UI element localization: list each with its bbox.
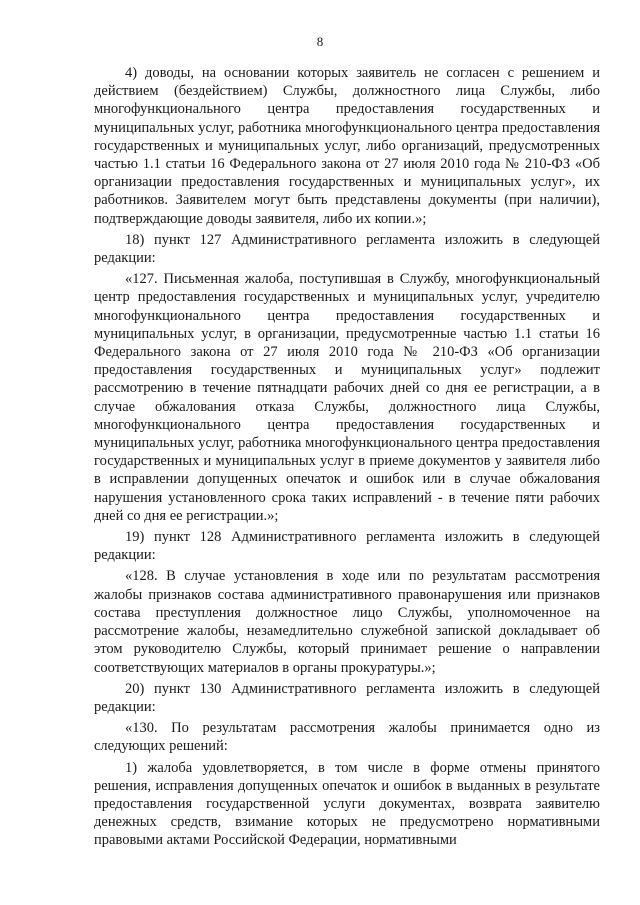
- paragraph-item-4-arguments: 4) доводы, на основании которых заявитель не согласен с решением и действием (бездействием) Службы, должностного лица Службы, либо многофункционального центра предоставления государственных и муниципальных услуг, работника многофункционального центра предоставления государственных и муниципальных услуг, либо организаций, предусмотренных частью 1.1 статьи 16 Федерального закона от 27 июля 2010 года № 210-ФЗ «Об организации предоставления государственных и муниципальных услуг», их работников. Заявителем могут быть представлены документы (при наличии), подтверждающие доводы заявителя, либо их копии.»;: [94, 65, 600, 227]
- paragraph-amendment-18: 18) пункт 127 Административного регламента изложить в следующей редакции:: [94, 231, 600, 267]
- document-body: [94, 64, 600, 850]
- paragraph-decision-1: 1) жалоба удовлетворяется, в том числе в форме отмены принятого решения, исправления допущенных опечаток и ошибок в выданных в результате предоставления государственной услуги документах, возврата заявителю денежных средств, взимание которых не предусмотрено нормативными правовыми актами Российской Федерации, нормативными: [94, 759, 600, 849]
- paragraph-clause-128: «128. В случае установления в ходе или по результатам рассмотрения жалобы признаков состава административного правонарушения или признаков состава преступления должностное лицо Службы, уполномоченное на рассмотрение жалобы, незамедлительно служебной запиской докладывает об этом руководителю Службы, который принимает решение о направлении соответствующих материалов в органы прокуратуры.»;: [94, 568, 600, 676]
- paragraph-amendment-20: 20) пункт 130 Административного регламента изложить в следующей редакции:: [94, 680, 600, 715]
- paragraph-clause-130: «130. По результатам рассмотрения жалобы принимается одно из следующих решений:: [94, 720, 600, 755]
- paragraph-clause-127: «127. Письменная жалоба, поступившая в Службу, многофункциональный центр предоставления государственных и муниципальных услуг, учредителю многофункционального центра предоставления государственных и муниципальных услуг, в организации, предусмотренные частью 1.1 статьи 16 Федерального закона от 27 июля 2010 года № 210-ФЗ «Об организации предоставления государственных и муниципальных услуг» подлежит рассмотрению в течение пятнадцати рабочих дней со дня ее регистрации, а в случае обжалования отказа Службы, должностного лица Службы, многофункционального центра предоставления государственных и муниципальных услуг, работника многофункционального центра предоставления государственных и муниципальных услуг в приеме документов у заявителя либо в исправлении допущенных опечаток и ошибок или в случае обжалования нарушения установленного срока таких исправлений - в течение пяти рабочих дней со дня ее регистрации.»;: [94, 271, 600, 524]
- paragraph-amendment-19: 19) пункт 128 Административного регламента изложить в следующей редакции:: [94, 529, 600, 564]
- page-number: 8: [316, 34, 324, 49]
